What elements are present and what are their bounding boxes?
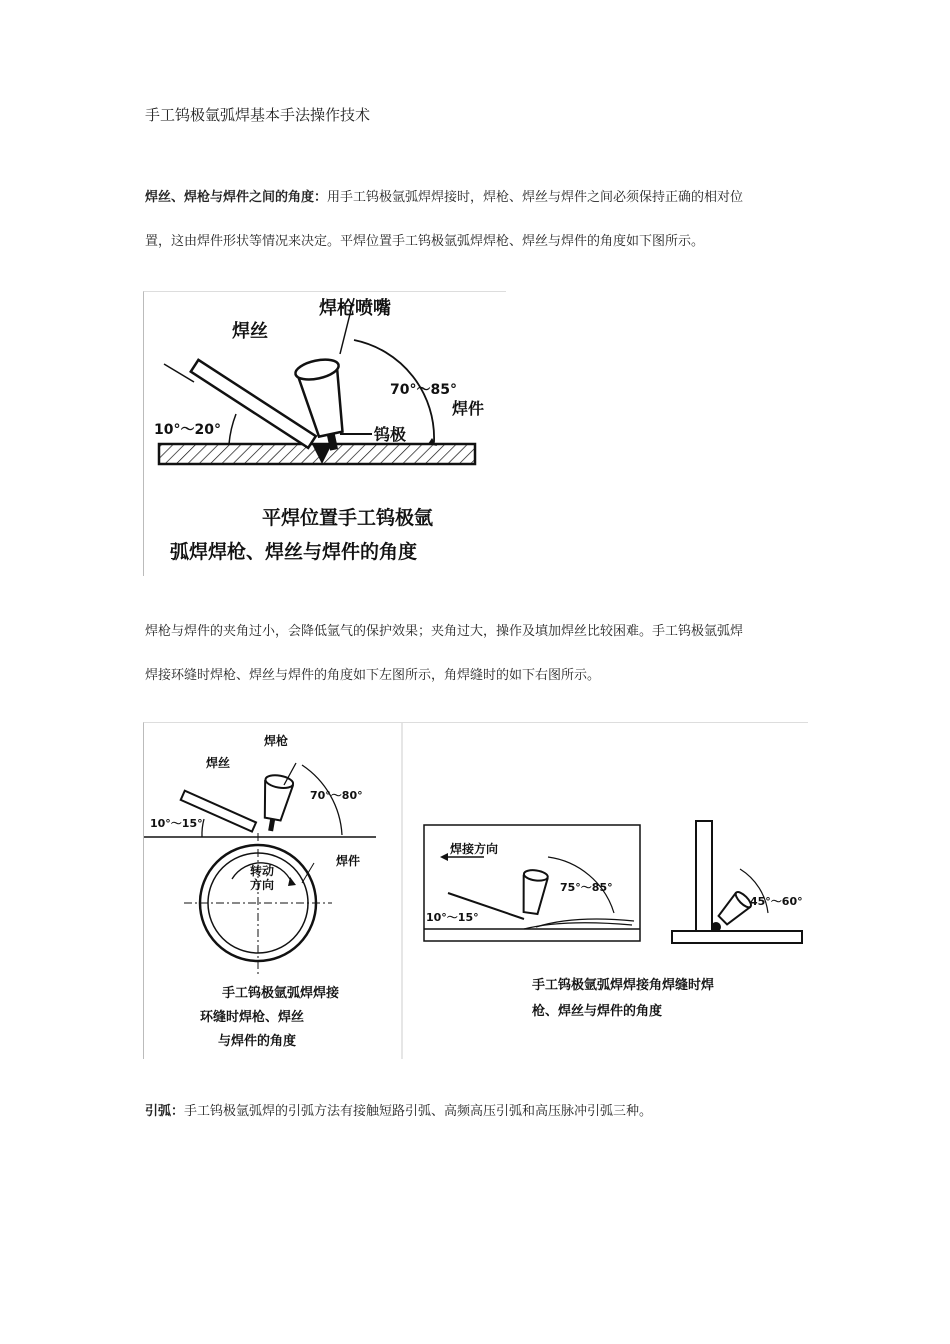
label-right-angle-wire: 10°～15° (426, 911, 479, 924)
label-right-angle-torch: 75°～85° (560, 881, 613, 894)
paragraph-line: 焊接环缝时焊枪、焊丝与焊件的角度如下左图所示，角焊缝时的如下右图所示。 (145, 668, 601, 683)
figure-circumferential-fillet-diagram (144, 723, 808, 1059)
figure1-caption-line2: 弧焊焊枪、焊丝与焊件的角度 (170, 541, 418, 563)
figure2-right-caption-line1: 手工钨极氩弧焊焊接角焊缝时焊 (532, 978, 715, 993)
paragraph-text: 手工钨极氩弧焊的引弧方法有接触短路引弧、高频高压引弧和高压脉冲引弧三种。 (184, 1104, 653, 1119)
wire-angle-arc (229, 414, 236, 444)
bold-colon: ： (171, 1104, 185, 1119)
paragraph-arc-striking (145, 1090, 825, 1134)
figure-circumferential-fillet (143, 722, 808, 1059)
fillet-torch (716, 890, 753, 927)
label-work: 焊件 (452, 399, 485, 418)
page-title: 手工钨极氩弧焊基本手法操作技术 (145, 106, 371, 124)
paragraph-line (145, 1090, 825, 1134)
paragraph-line: 置，这由焊件形状等情况来决定。平焊位置手工钨极氩弧焊焊枪、焊丝与焊件的角度如下图所示。 (145, 234, 705, 249)
label-nozzle: 焊枪喷嘴 (319, 298, 391, 319)
right-torch (519, 869, 549, 915)
paragraph-text: 用手工钨极氩弧焊焊接时，焊枪、焊丝与焊件之间必须保持正确的相对位 (327, 190, 744, 205)
figure2-left-caption-line2: 环缝时焊枪、焊丝 (200, 1010, 305, 1025)
label-rotation-1: 转动 (250, 864, 275, 878)
paragraph-torch-angle (145, 610, 825, 698)
paragraph-line: 焊枪与焊件的夹角过小，会降低氩气的保护效果；夹角过大，操作及填加焊丝比较困难。手工钨极氩弧焊 (145, 624, 744, 639)
fillet-horizontal-plate (672, 931, 802, 943)
label-fillet-angle: 45°～60° (750, 895, 803, 908)
label-wire: 焊丝 (232, 321, 268, 342)
label-angle-torch: 70°～85° (390, 382, 457, 398)
label-left-angle-wire: 10°～15° (150, 817, 203, 830)
figure-flat-welding (143, 291, 506, 576)
label-left-work: 焊件 (336, 854, 361, 868)
wire-extension-line (164, 364, 194, 382)
figure-flat-welding-diagram (144, 292, 506, 576)
figure2-right-caption-line2: 枪、焊丝与焊件的角度 (532, 1004, 663, 1019)
label-tungsten: 钨极 (374, 425, 407, 444)
bold-colon: ： (314, 190, 328, 205)
direction-arrow-head (440, 853, 448, 861)
paragraph-angles (145, 176, 820, 264)
left-torch (257, 773, 294, 833)
label-direction: 焊接方向 (450, 842, 499, 856)
figure1-caption-line1: 平焊位置手工钨极氩 (262, 507, 434, 529)
figure2-left-caption-line1: 手工钨极氩弧焊焊接 (222, 986, 340, 1001)
paragraph-line (145, 176, 820, 220)
bold-heading: 焊丝、焊枪与焊件之间的角度 (145, 190, 315, 205)
figure2-left-caption-line3: 与焊件的角度 (218, 1034, 297, 1049)
bold-heading: 引弧 (145, 1104, 172, 1119)
fillet-vertical-plate (696, 821, 712, 931)
label-angle-wire: 10°～20° (154, 422, 221, 438)
label-rotation-2: 方向 (250, 878, 275, 892)
label-torch: 焊枪 (264, 734, 289, 748)
label-left-wire: 焊丝 (206, 756, 231, 770)
label-left-angle-torch: 70°～80° (310, 789, 363, 802)
fillet-weld-bead (711, 922, 721, 932)
